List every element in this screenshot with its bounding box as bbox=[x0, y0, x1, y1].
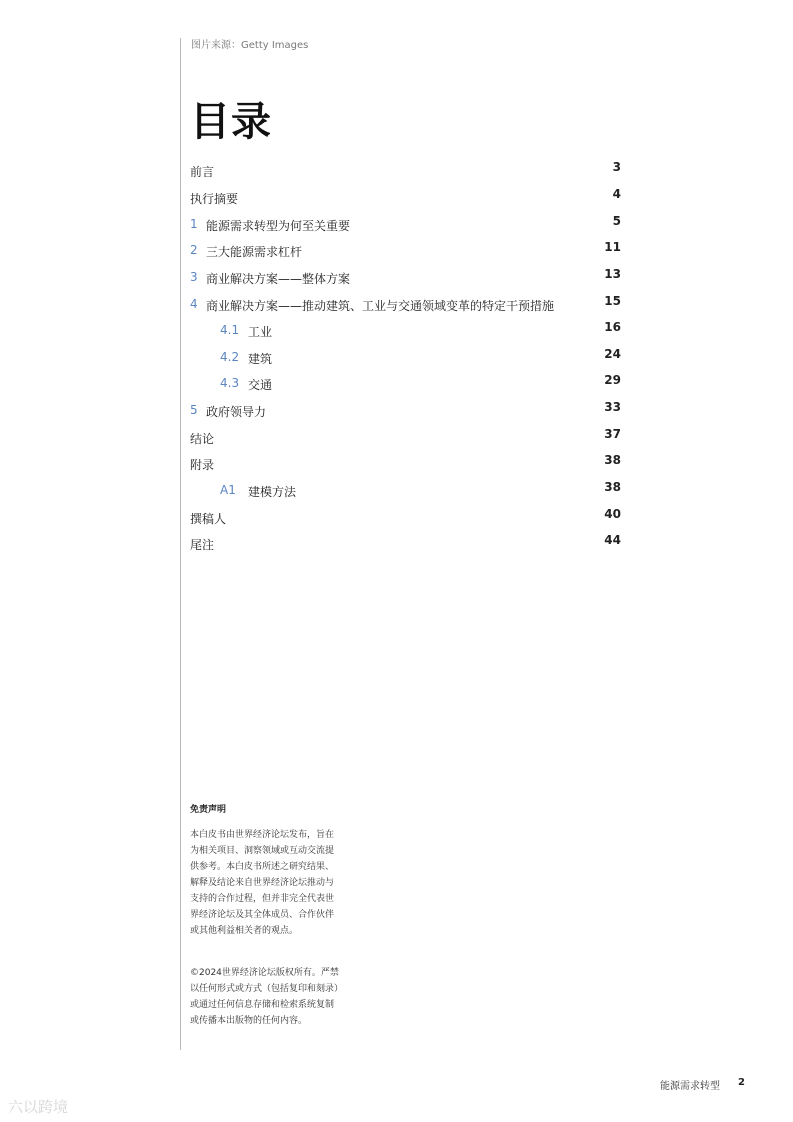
toc-entry[interactable] bbox=[0, 267, 793, 287]
toc-entry-label: 三大能源需求杠杆 bbox=[206, 245, 303, 259]
toc-entry[interactable] bbox=[0, 347, 793, 367]
toc-entry-number: A1 bbox=[220, 483, 236, 497]
copyright-notice: ©2024世界经济论坛版权所有。严禁以任何形式或方式（包括复印和刻录）或通过任何信息存储和检索系统复制或传播本出版物的任何内容。 bbox=[190, 968, 339, 1026]
toc-entry-label: 政府领导力 bbox=[206, 405, 267, 419]
toc-entry-page: 33 bbox=[604, 400, 621, 414]
toc-entry[interactable] bbox=[0, 373, 793, 393]
image-credit: 图片来源：Getty Images bbox=[191, 40, 309, 51]
toc-entry-label: 附录 bbox=[190, 458, 215, 472]
toc-entry-label: 撰稿人 bbox=[190, 512, 227, 526]
page-title: 目录 bbox=[190, 99, 272, 145]
toc-entry[interactable] bbox=[0, 480, 793, 500]
toc-entry-label: 建筑 bbox=[248, 352, 273, 366]
toc-entry-number: 3 bbox=[190, 270, 198, 284]
toc-entry-number: 2 bbox=[190, 243, 198, 257]
toc-entry-page: 16 bbox=[604, 320, 621, 334]
toc-entry-label: 结论 bbox=[190, 432, 215, 446]
toc-entry-page: 38 bbox=[604, 453, 621, 467]
toc-entry-label: 能源需求转型为何至关重要 bbox=[206, 219, 351, 233]
toc-entry-page: 29 bbox=[604, 373, 621, 387]
toc-entry-page: 3 bbox=[612, 160, 621, 174]
footer-title: 能源需求转型 bbox=[660, 1081, 720, 1092]
toc-entry-label: 商业解决方案——整体方案 bbox=[206, 272, 351, 286]
toc-entry-number: 1 bbox=[190, 217, 198, 231]
toc-entry-page: 5 bbox=[612, 214, 621, 228]
disclaimer-title: 免责声明 bbox=[190, 805, 227, 815]
watermark-logo: 六以跨境 bbox=[8, 1098, 69, 1116]
toc-entry-number: 4.2 bbox=[220, 350, 240, 364]
toc-entry[interactable] bbox=[0, 453, 793, 473]
toc-entry-label: 前言 bbox=[190, 165, 215, 179]
toc-entry-number: 4 bbox=[190, 297, 198, 311]
toc-entry-page: 38 bbox=[604, 480, 621, 494]
toc-entry-number: 5 bbox=[190, 403, 198, 417]
toc-entry[interactable] bbox=[0, 320, 793, 340]
toc-entry-label: 建模方法 bbox=[248, 485, 297, 499]
toc-entry[interactable] bbox=[0, 427, 793, 447]
toc-entry-page: 44 bbox=[604, 533, 621, 547]
disclaimer-block bbox=[190, 802, 340, 939]
footer-page-number: 2 bbox=[738, 1077, 745, 1088]
toc-entry-page: 15 bbox=[604, 294, 621, 308]
toc-entry-page: 37 bbox=[604, 427, 621, 441]
toc-entry[interactable] bbox=[0, 507, 793, 527]
toc-entry-page: 13 bbox=[604, 267, 621, 281]
toc-entry[interactable] bbox=[0, 294, 793, 314]
toc-entry-number: 4.1 bbox=[220, 323, 240, 337]
toc-entry-label: 商业解决方案——推动建筑、工业与交通领域变革的特定干预措施 bbox=[206, 299, 555, 313]
toc-entry[interactable] bbox=[0, 187, 793, 207]
toc-entry-number: 4.3 bbox=[220, 376, 240, 390]
toc-entry[interactable] bbox=[0, 400, 793, 420]
disclaimer-body: 本白皮书由世界经济论坛发布，旨在为相关项目、洞察领域或互动交流提供参考。本白皮书所述之研究结果、解释及结论来自世界经济论坛推动与支持的合作过程，但并非完全代表世界经济论坛及其全体成员、合作伙伴或其他利益相关者的观点。 bbox=[190, 830, 335, 936]
toc-entry[interactable] bbox=[0, 214, 793, 234]
toc-entry-label: 工业 bbox=[248, 325, 273, 339]
toc-entry-label: 交通 bbox=[248, 378, 273, 392]
toc-entry-page: 11 bbox=[604, 240, 621, 254]
toc-entry-page: 40 bbox=[604, 507, 621, 521]
toc-entry-page: 24 bbox=[604, 347, 621, 361]
toc-entry-page: 4 bbox=[612, 187, 621, 201]
toc-entry-label: 尾注 bbox=[190, 538, 215, 552]
toc-entry[interactable] bbox=[0, 160, 793, 180]
toc-entry[interactable] bbox=[0, 533, 793, 553]
toc-entry-label: 执行摘要 bbox=[190, 192, 239, 206]
toc-entry[interactable] bbox=[0, 240, 793, 260]
